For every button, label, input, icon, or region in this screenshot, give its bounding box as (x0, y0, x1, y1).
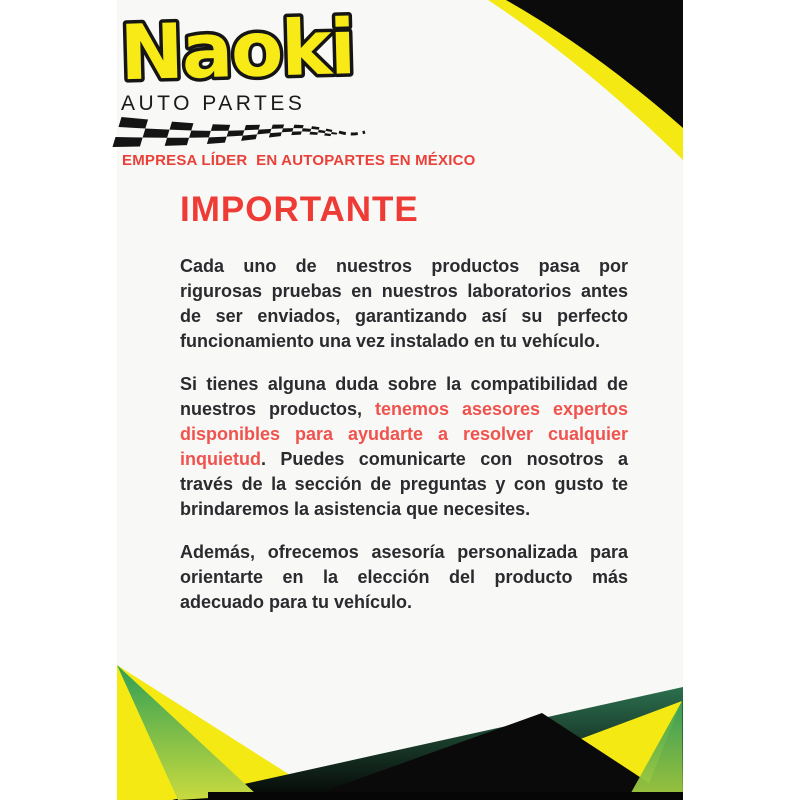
checkered-flag-icon (117, 116, 367, 152)
content-area (180, 190, 628, 633)
checkered-flag-cells (113, 117, 338, 147)
brand-tagline: EMPRESA LÍDER EN AUTOPARTES EN MÉXICO (122, 152, 476, 169)
top-right-corner-decoration (483, 0, 683, 165)
logo-text: Naoki (118, 2, 355, 98)
paragraph2-intro: Si tienes alguna duda sobre la compatibilidad de nuestros productos, (180, 374, 628, 419)
flyer-page (117, 0, 683, 800)
bottom-black-strip (208, 792, 683, 800)
personalized-advice-paragraph: Además, ofrecemos asesoría personalizada para orientarte en la elección del producto más adecuado para tu vehículo. (180, 542, 628, 612)
brand-logo (117, 2, 369, 98)
flag-trailing-dash (339, 132, 365, 134)
importante-heading: IMPORTANTE (180, 190, 419, 229)
paragraph2-outro: . Puedes comunicarte con nosotros a través de la sección de preguntas y con gusto te brindaremos la asistencia que necesites. (180, 449, 628, 519)
compatibility-support-paragraph (180, 372, 628, 522)
logo-subtitle: AUTO PARTES (121, 92, 306, 115)
paragraph2-highlight: tenemos asesores expertos disponibles para ayudarte a resolver cualquier inquietud (180, 399, 629, 469)
quality-assurance-paragraph: Cada uno de nuestros productos pasa por rigurosas pruebas en nuestros laboratorios antes de ser enviados, garantizando así su perfecto funcionamiento una vez instalado en tu vehículo. (180, 256, 628, 351)
bottom-decoration (117, 655, 683, 800)
